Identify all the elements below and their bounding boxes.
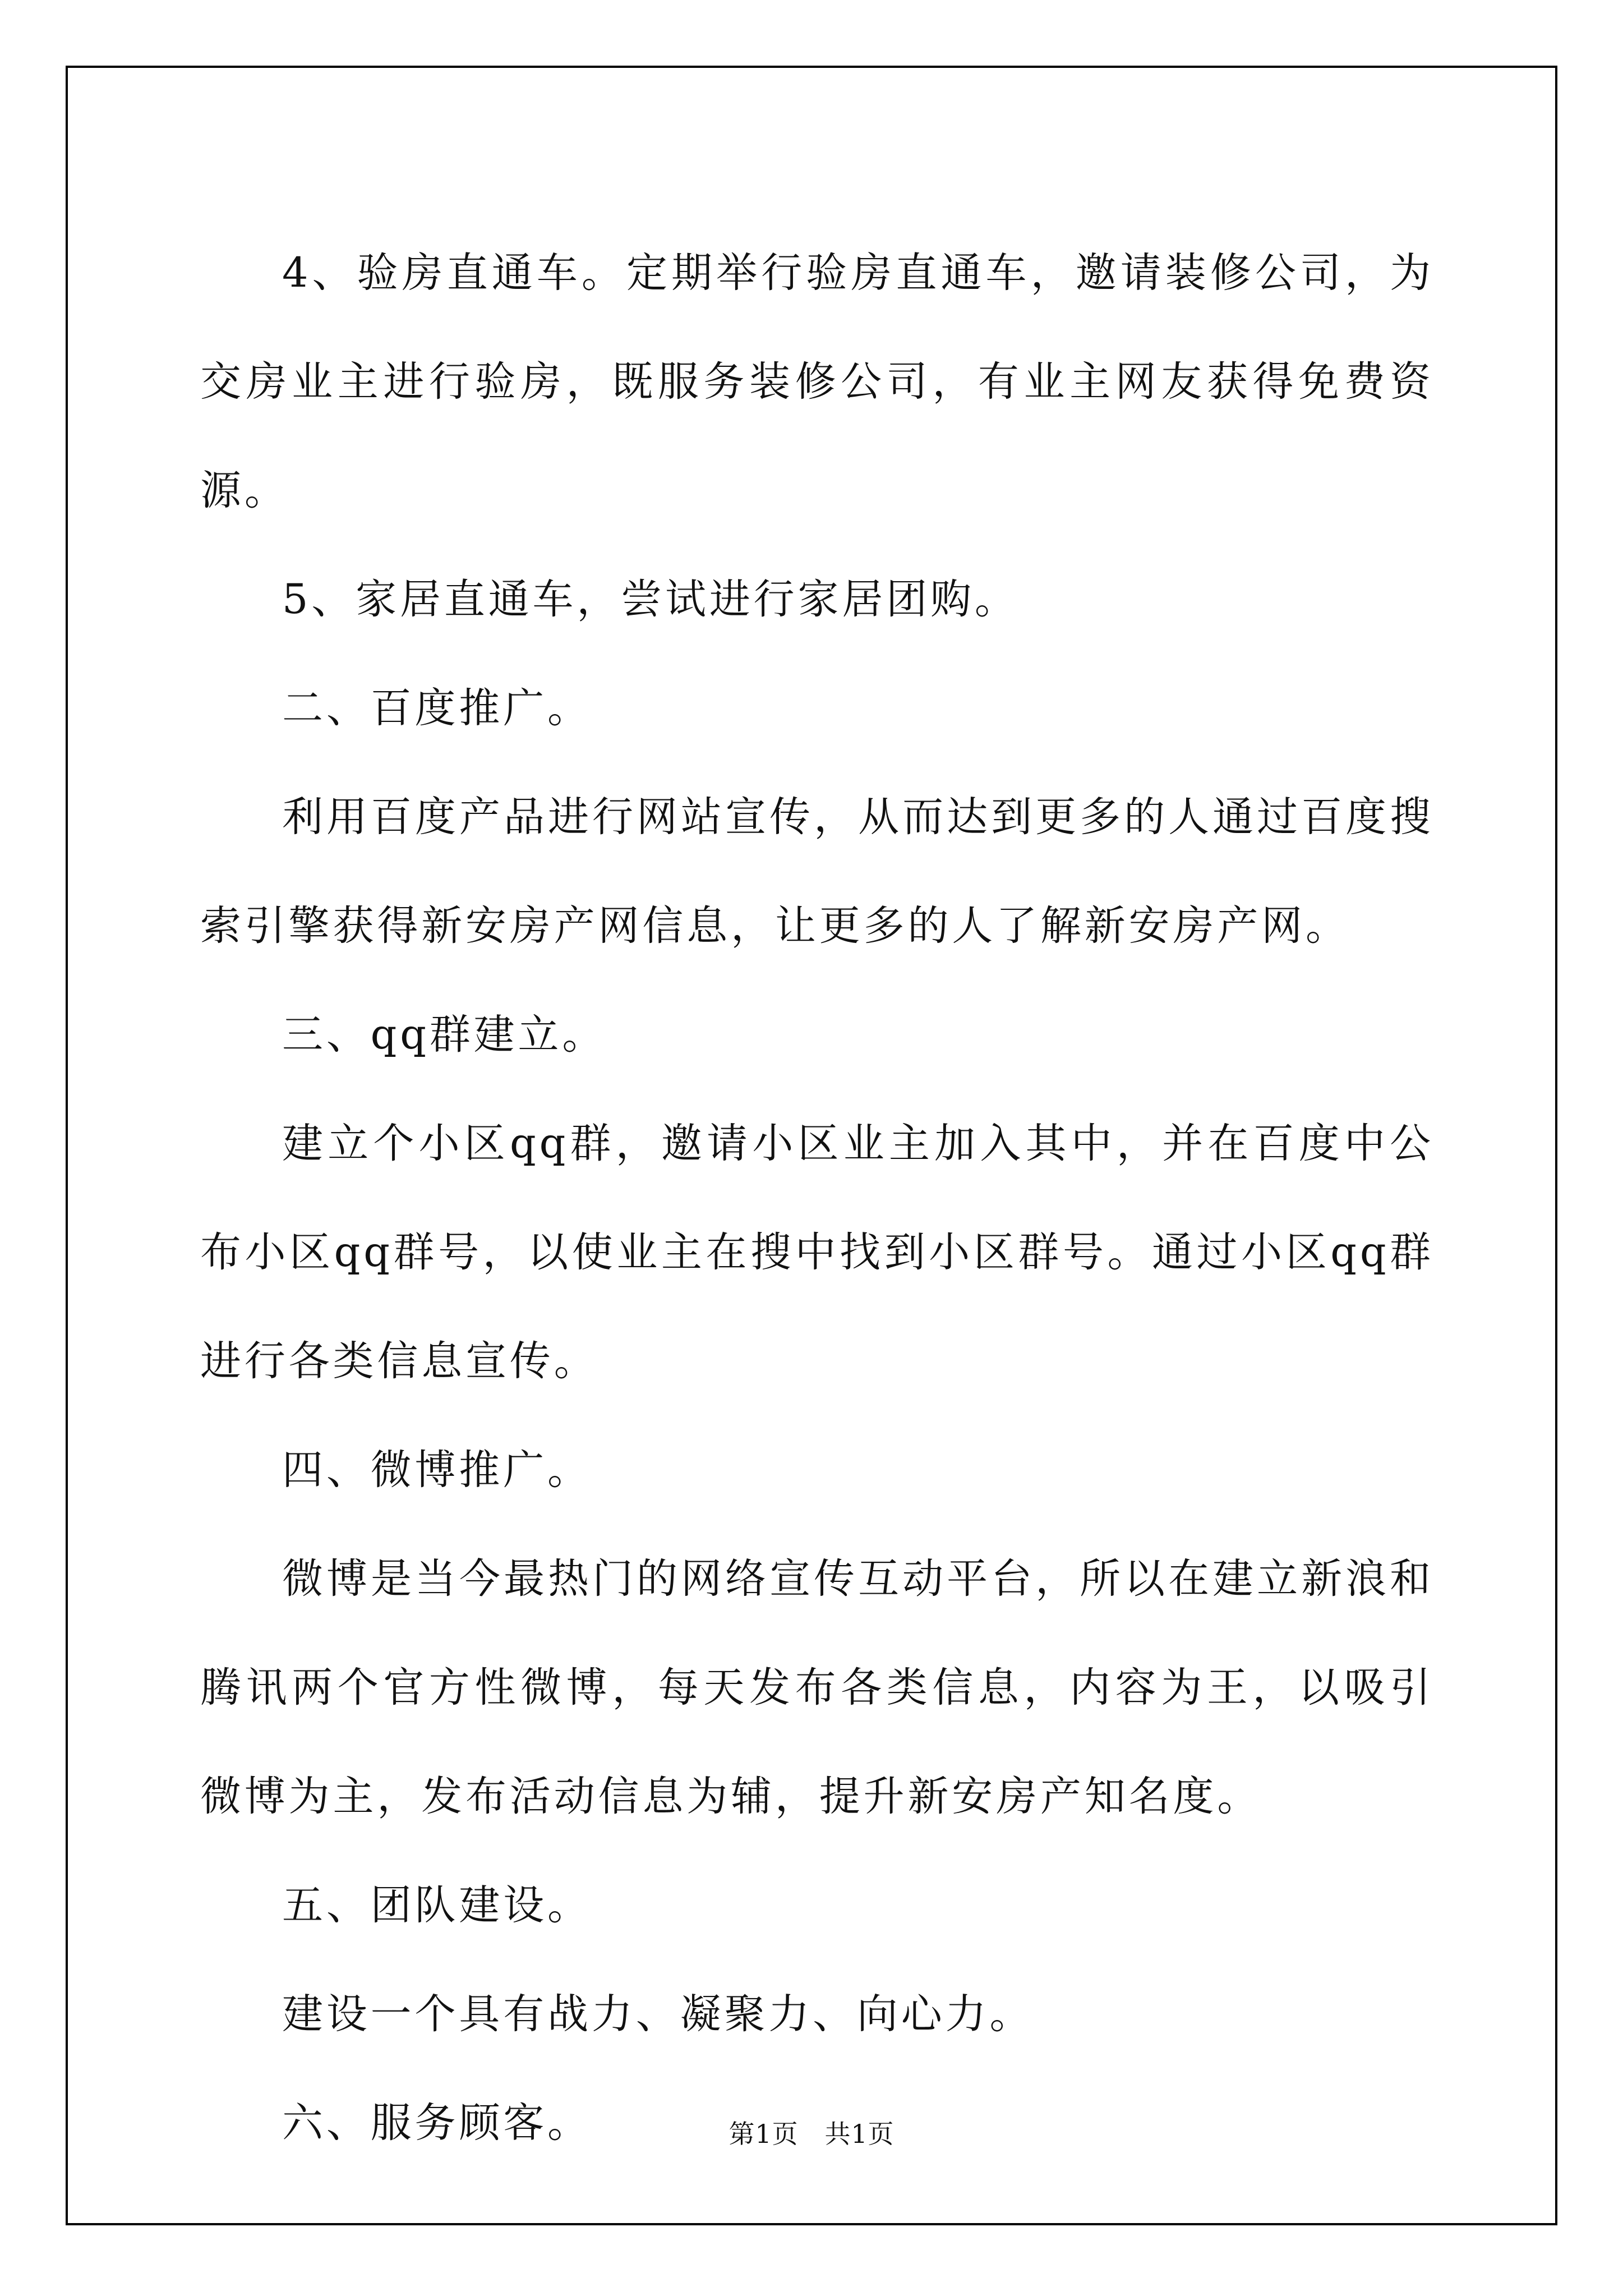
section-heading: 六、服务顾客。 xyxy=(282,2099,592,2147)
paragraph: 建立个小区qq群，邀请小区业主加入其中，并在百度中公布小区qq群号，以使业主在搜中找到小区群号。通过小区qq群进行各类信息宣传。 xyxy=(200,1120,1434,1385)
paragraph: 建设一个具有战力、凝聚力、向心力。 xyxy=(282,1990,1034,2038)
section-heading: 五、团队建设。 xyxy=(282,1881,592,1929)
paragraph: 4、验房直通车。定期举行验房直通车，邀请装修公司，为交房业主进行验房，既服务装修公司，有业主网友获得免费资源。 xyxy=(200,249,1434,514)
page-number: 第1页 共1页 xyxy=(728,2119,895,2149)
section-heading: 三、qq群建立。 xyxy=(282,1011,607,1059)
document-body xyxy=(200,219,1434,2178)
section-heading: 四、微博推广。 xyxy=(282,1446,592,1494)
paragraph: 5、家居直通车，尝试进行家居团购。 xyxy=(282,576,1019,623)
paragraph: 利用百度产品进行网站宣传，从而达到更多的人通过百度搜索引擎获得新安房产网信息，让更多的人了解新安房产网。 xyxy=(200,793,1434,950)
paragraph: 微博是当今最热门的网络宣传互动平台，所以在建立新浪和腾讯两个官方性微博，每天发布各类信息，内容为王，以吸引微博为主，发布活动信息为辅，提升新安房产知名度。 xyxy=(200,1555,1434,1820)
section-heading: 二、百度推广。 xyxy=(282,684,592,732)
